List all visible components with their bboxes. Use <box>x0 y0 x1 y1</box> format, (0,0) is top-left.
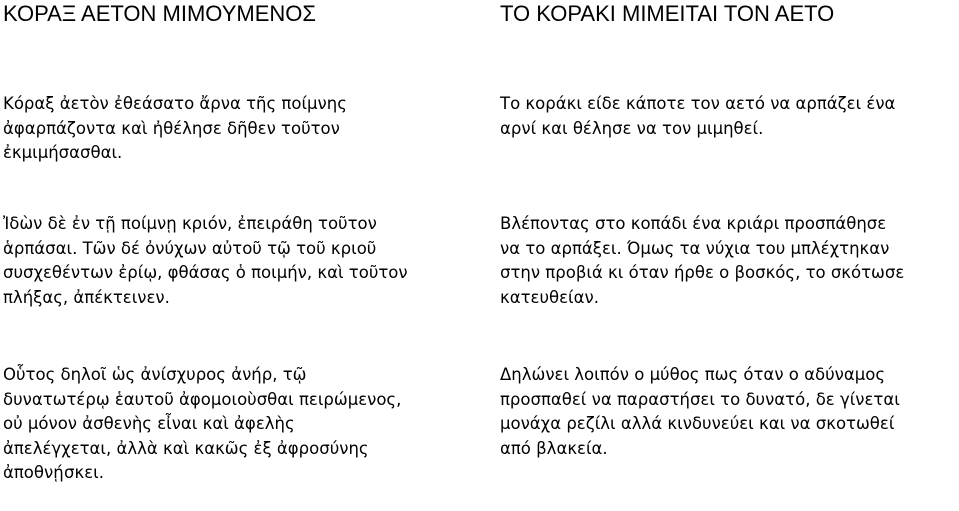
text-line: Οὗτος δηλοῖ ὡς ἀνίσχυρος ἀνήρ, τῷ <box>3 365 307 384</box>
text-line: ἐκμιμήσασθαι. <box>3 143 123 162</box>
ancient-paragraph-2 <box>3 212 408 310</box>
text-line: ἀπελέγχεται, ἀλλὰ καὶ κακῶς ἐξ ἀφροσύνης <box>3 438 369 458</box>
text-line: αρνί και θέλησε να τον μιμηθεί. <box>500 118 764 138</box>
modern-paragraph-2 <box>500 212 904 310</box>
text-line: Βλέποντας στο κοπάδι ένα κριάρι προσπάθησε <box>500 214 887 233</box>
ancient-title: ΚΟΡΑΞ ΑΕΤΟΝ ΜΙΜΟΥΜΕΝΟΣ <box>3 1 316 26</box>
text-line: κατευθείαν. <box>500 287 599 307</box>
text-line: από βλακεία. <box>500 438 608 458</box>
ancient-paragraph-3 <box>3 363 401 486</box>
modern-title: ΤΟ ΚΟΡΑΚΙ ΜΙΜΕΙΤΑΙ ΤΟΝ ΑΕΤΟ <box>500 1 835 26</box>
modern-paragraph-3 <box>500 363 900 461</box>
text-line: προσπαθεί να παραστήσει το δυνατό, δε γίνεται <box>500 389 900 409</box>
text-line: μονάχα ρεζίλι αλλά κινδυνεύει και να σκοτωθεί <box>500 414 895 433</box>
text-line: ἀφαρπάζοντα καὶ ἠθέλησε δῆθεν τοῦτον <box>3 118 340 138</box>
text-line: Δηλώνει λοιπόν ο μύθος πως όταν ο αδύναμος <box>500 365 886 384</box>
text-line: στην προβιά κι όταν ήρθε ο βοσκός, το σκότωσε <box>500 263 905 282</box>
text-line: συσχεθέντων ἐρίῳ, φθάσας ὁ ποιμήν, καὶ τοῦτον <box>3 263 408 282</box>
text-line: ἀποθνῄσκει. <box>3 463 104 482</box>
text-line: οὐ μόνον ἀσθενὴς εἶναι καὶ ἀφελὴς <box>3 414 295 433</box>
text-line: Το κοράκι είδε κάποτε τον αετό να αρπάζει ένα <box>500 94 896 113</box>
text-line: Κόραξ ἀετὸν ἐθεάσατο ἄρνα τῆς ποίμνης <box>3 94 347 113</box>
modern-paragraph-1 <box>500 92 895 141</box>
ancient-paragraph-1 <box>3 92 347 166</box>
text-line: ἁρπάσαι. Τῶν δέ ὀνύχων αὐτοῦ τῷ τοῦ κριοῦ <box>3 238 377 258</box>
text-line: πλήξας, ἀπέκτεινεν. <box>3 287 170 307</box>
text-line: δυνατωτέρῳ ἑαυτοῦ ἀφομοιοὺσθαι πειρώμενος, <box>3 389 402 409</box>
text-line: να το αρπάξει. Όμως τα νύχια του μπλέχτηκαν <box>500 238 890 258</box>
text-line: Ἰδὼν δὲ ἐν τῇ ποίμνῃ κριόν, ἐπειράθη τοῦτον <box>3 214 377 233</box>
